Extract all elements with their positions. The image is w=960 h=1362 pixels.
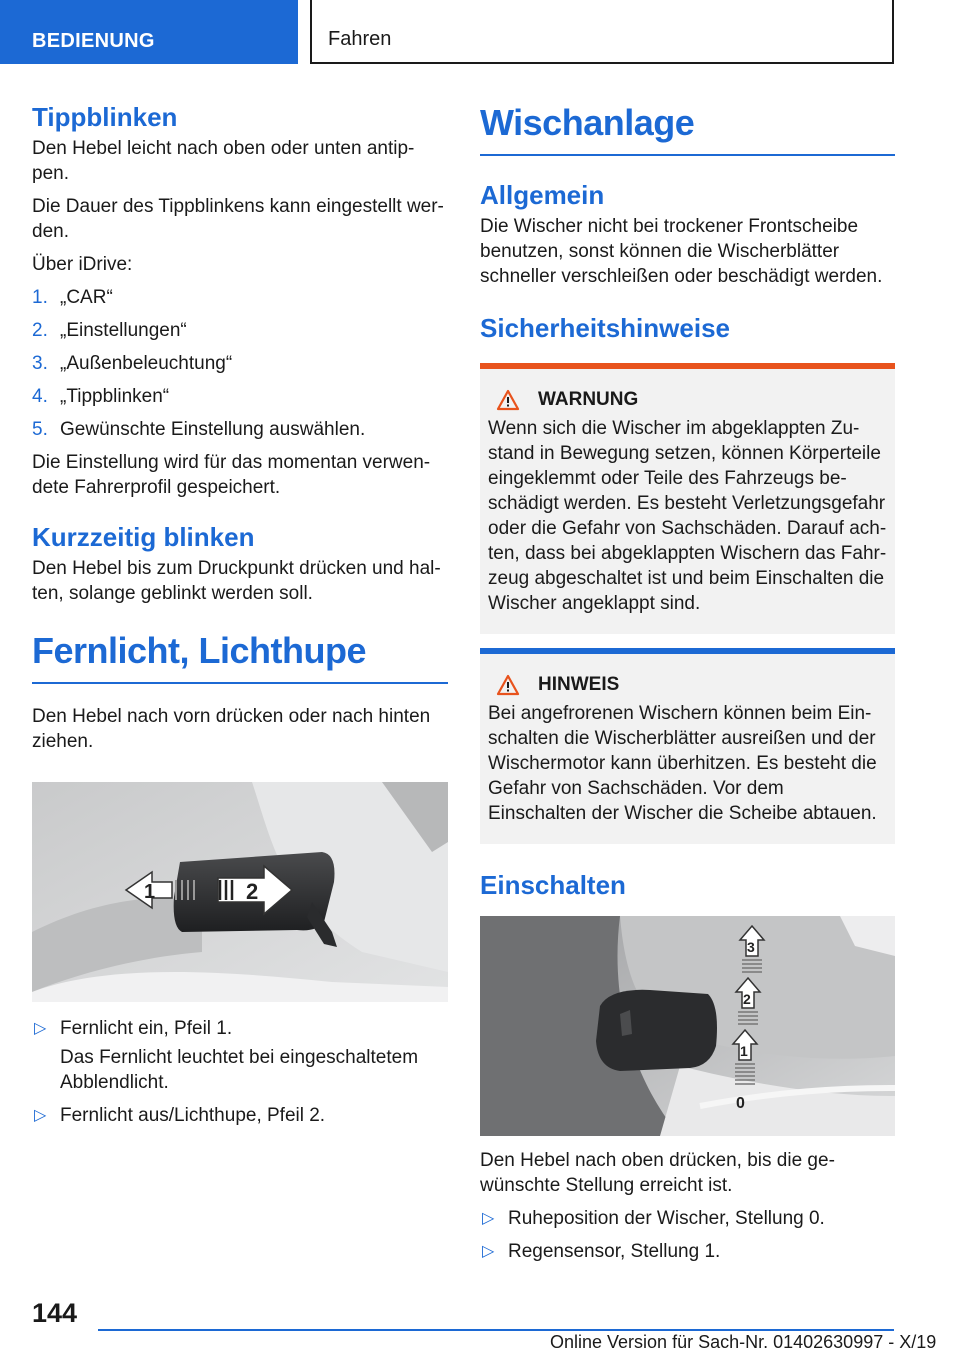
- heading-einschalten: Einschalten: [480, 870, 626, 900]
- list-item-text: Regensensor, Stellung 1.: [508, 1241, 721, 1262]
- position-label-0: 0: [736, 1095, 745, 1112]
- section-label: BEDIENUNG: [32, 30, 155, 52]
- lever-illustration: [32, 782, 448, 1002]
- step-item: [32, 285, 448, 310]
- paragraph: Den Hebel bis zum Druckpunkt drücken und hal-ten, solange geblinkt werden soll.: [32, 558, 441, 604]
- heading-rule: [32, 682, 448, 684]
- step-text: „CAR“: [60, 287, 113, 308]
- heading-fernlicht: Fernlicht, Lichthupe: [32, 630, 367, 671]
- section-tab: [0, 0, 298, 64]
- wiper-lever-figure: [480, 916, 895, 1136]
- warning-text: Wenn sich die Wischer im abgeklappten Zu-stand in Bewegung setzen, können Körperteile eingeklemmt oder Teile des Fahrzeugs be-schädigt werden. Es besteht Verletzungsgefahr oder die Gefahr von Sachschäden. Darauf ach-ten, dass bei abgeklappten Wischern das Fahr-zeug abgeschaltet ist und beim Einschalten die Wischer angeklappt sind.: [488, 418, 887, 614]
- wiper-position-list: [480, 1206, 895, 1264]
- heading-kurzzeitig: Kurzzeitig blinken: [32, 522, 255, 552]
- position-label-2: 2: [743, 991, 751, 1007]
- list-item-text: Fernlicht ein, Pfeil 1.: [60, 1018, 233, 1039]
- triangle-bullet-icon: ▷: [34, 1107, 47, 1124]
- paragraph: Den Hebel nach oben drücken, bis die ge-wünschte Stellung erreicht ist.: [480, 1150, 835, 1196]
- notice-box: [480, 648, 895, 844]
- step-text: Gewünschte Einstellung auswählen.: [60, 419, 366, 440]
- step-item: [32, 318, 448, 343]
- step-number: 2.: [32, 320, 48, 341]
- warning-title: [488, 387, 887, 412]
- heading-tippblinken: Tippblinken: [32, 102, 178, 132]
- step-item: [32, 417, 448, 442]
- heading-wischanlage: Wischanlage: [480, 102, 695, 143]
- high-beam-list: [32, 1016, 448, 1128]
- step-text: „Tippblinken“: [60, 386, 170, 407]
- step-item: [32, 384, 448, 409]
- step-number: 1.: [32, 287, 48, 308]
- left-column: [32, 100, 448, 1136]
- arrow-label-1: 1: [144, 881, 156, 903]
- heading-sicherheitshinweise: Sicherheitshinweise: [480, 313, 730, 343]
- position-label-1: 1: [740, 1043, 748, 1059]
- heading-allgemein: Allgemein: [480, 180, 605, 210]
- arrow-label-2: 2: [246, 879, 259, 904]
- notice-title: [488, 672, 887, 697]
- step-text: „Außenbeleuchtung“: [60, 353, 233, 374]
- step-number: 4.: [32, 386, 48, 407]
- paragraph: Die Wischer nicht bei trockener Frontscheibe benutzen, sonst können die Wischerblätter schneller verschleißen oder beschädigt werden.: [480, 216, 883, 287]
- list-item-text: Fernlicht aus/Lichthupe, Pfeil 2.: [60, 1105, 326, 1126]
- step-number: 3.: [32, 353, 48, 374]
- list-item: [32, 1016, 448, 1095]
- list-item: [32, 1103, 448, 1128]
- right-column: [480, 100, 895, 1272]
- paragraph: Den Hebel nach vorn drücken oder nach hinten ziehen.: [32, 706, 431, 752]
- list-item: [480, 1206, 895, 1231]
- step-number: 5.: [32, 419, 48, 440]
- notice-label: HINWEIS: [538, 674, 620, 695]
- page-number: 144: [32, 1298, 78, 1328]
- warning-box: [480, 363, 895, 634]
- triangle-bullet-icon: ▷: [34, 1020, 47, 1037]
- step-text: „Einstellungen“: [60, 320, 187, 341]
- list-item: [480, 1239, 895, 1264]
- list-item-subtext: Das Fernlicht leuchtet bei eingeschaltetem Abblendlicht.: [60, 1047, 419, 1093]
- warning-label: WARNUNG: [538, 389, 639, 410]
- list-item-text: Ruheposition der Wischer, Stellung 0.: [508, 1208, 825, 1229]
- paragraph: Die Einstellung wird für das momentan verwen-dete Fahrerprofil gespeichert.: [32, 452, 431, 498]
- notice-text: Bei angefrorenen Wischern können beim Ein-schalten die Wischerblätter ausreißen und der Wischermotor kann überhitzen. Es besteht die Gefahr von Sachschäden. Vor dem Einschalten der Wischer die Scheibe abtauen.: [488, 703, 877, 824]
- paragraph: Die Dauer des Tippblinkens kann eingestellt wer-den.: [32, 196, 444, 242]
- idrive-steps: [32, 285, 448, 442]
- wiper-lever-illustration: [480, 916, 895, 1136]
- triangle-bullet-icon: ▷: [482, 1210, 495, 1227]
- triangle-bullet-icon: ▷: [482, 1243, 495, 1260]
- notice-icon: [496, 674, 520, 696]
- paragraph: Den Hebel leicht nach oben oder unten antip-pen.: [32, 138, 415, 184]
- step-item: [32, 351, 448, 376]
- high-beam-lever-figure: [32, 782, 448, 1002]
- position-label-3: 3: [747, 939, 755, 955]
- chapter-label: Fahren: [328, 28, 392, 50]
- warning-icon: [496, 389, 520, 411]
- chapter-box: [310, 0, 894, 64]
- heading-rule: [480, 154, 895, 156]
- footer-text: Online Version für Sach-Nr. 01402630997 - X/19: [550, 1332, 937, 1352]
- footer-rule: [98, 1329, 894, 1331]
- paragraph: Über iDrive:: [32, 254, 133, 275]
